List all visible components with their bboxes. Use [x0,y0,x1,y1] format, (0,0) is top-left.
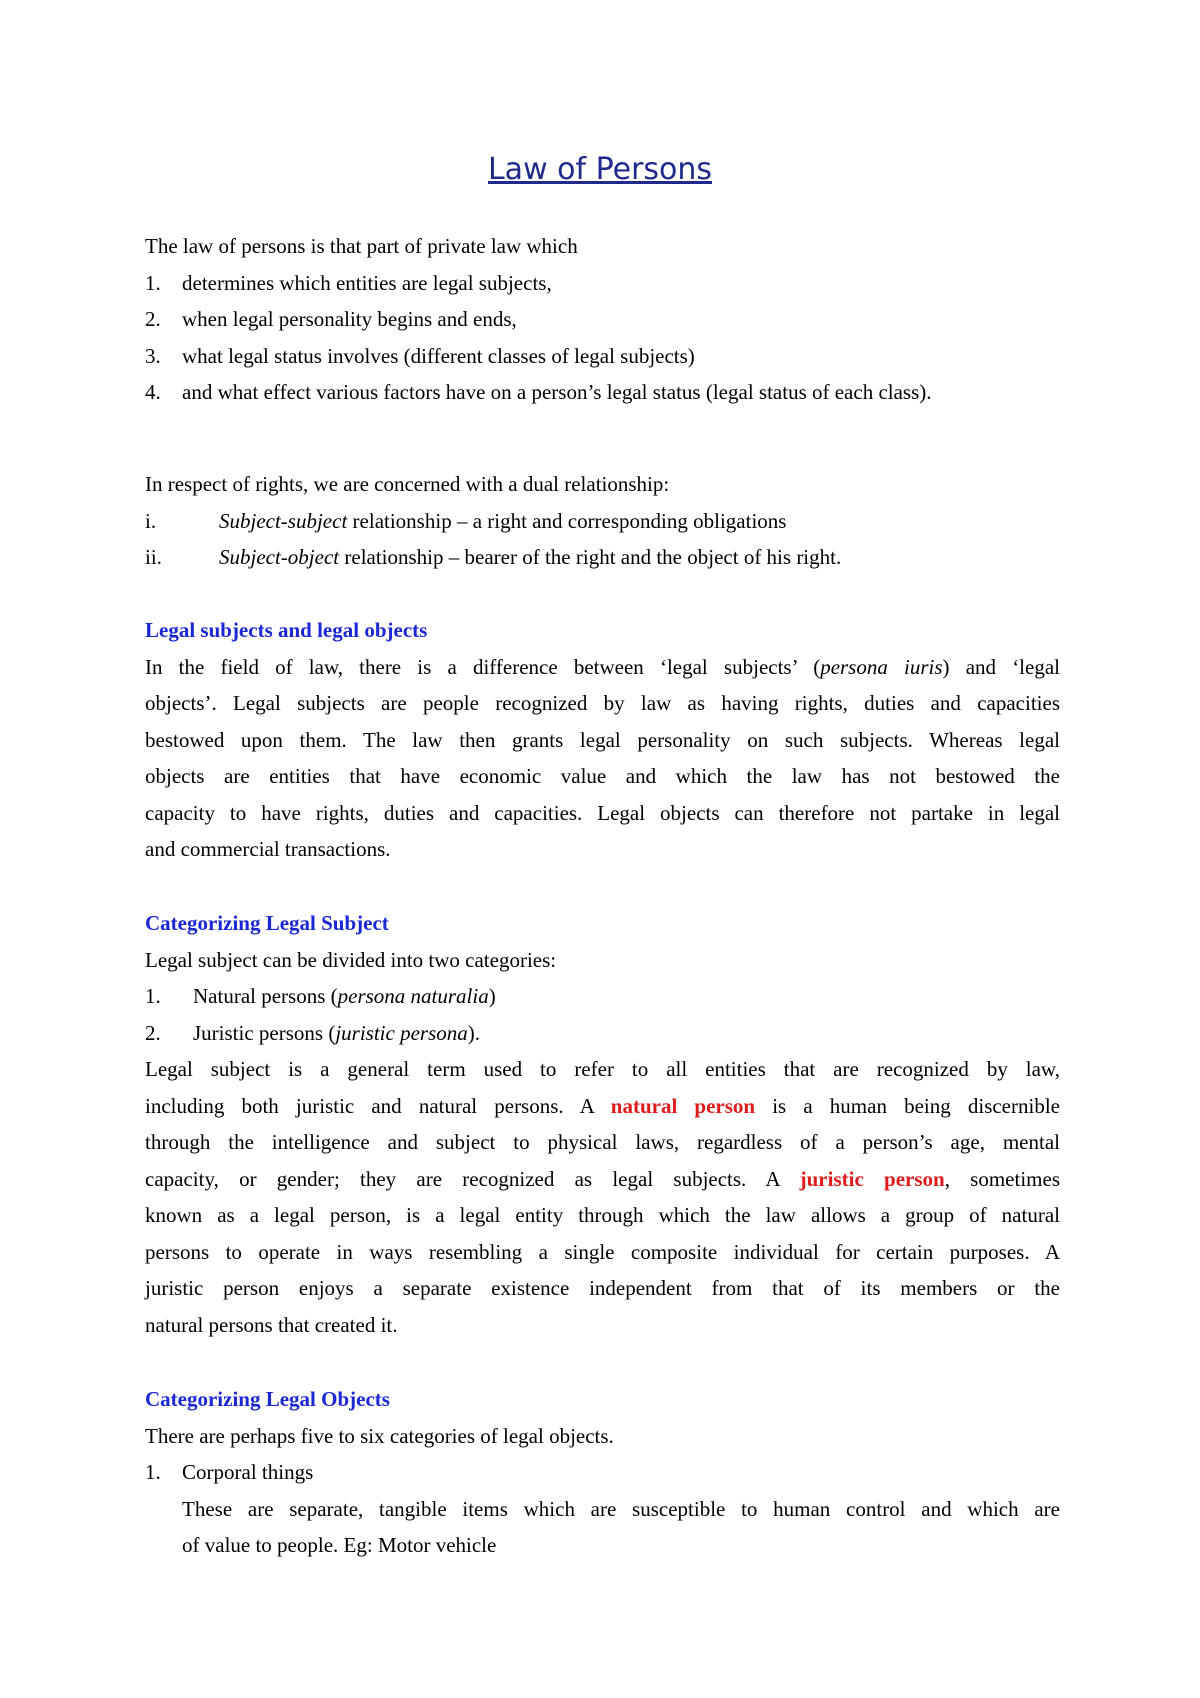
list-number: 1. [145,270,161,295]
paragraph-line: natural persons that created it. [145,1312,398,1337]
paragraph-line: persons to operate in ways resembling a single composite individual for certain purposes. A [145,1239,1060,1264]
rights-section [145,466,1060,576]
paragraph-line: capacity to have rights, duties and capacities. Legal objects can therefore not partake in legal [145,800,1060,825]
text-run: , sometimes [944,1166,1060,1191]
list-text: and what effect various factors have on a person’s legal status (legal status of each class). [182,380,932,404]
list-text-rest: relationship – a right and corresponding obligations [347,508,787,533]
paragraph-line: known as a legal person, is a legal entity through which the law allows a group of natural [145,1203,1060,1227]
list-text: when legal personality begins and ends, [182,307,517,331]
text-run: capacity, or gender; they are recognized as legal subjects. A [145,1166,800,1191]
section-heading: Categorizing Legal Subject [145,911,389,935]
text-run: Juristic persons ( [193,1020,336,1045]
list-number: 1. [145,984,161,1008]
list-item [145,1015,1060,1052]
text-run: ). [467,1020,480,1045]
text-run: including both juristic and natural persons. A [145,1093,611,1118]
text-run: ) and ‘legal [942,654,1060,679]
list-text: what legal status involves (different classes of legal subjects) [182,343,695,368]
paragraph-line: and commercial transactions. [145,837,391,861]
list-item [145,1454,1060,1491]
list-number: 4. [145,380,161,404]
paragraph-line: through the intelligence and subject to physical laws, regardless of a person’s age, mental [145,1130,1060,1154]
list-number: 2. [145,307,161,331]
paragraph-line: juristic person enjoys a separate existence independent from that of its members or the [145,1276,1060,1300]
section-heading: Categorizing Legal Objects [145,1387,390,1411]
list-item [145,374,1060,411]
list-text-rest: relationship – bearer of the right and the object of his right. [339,545,842,569]
italic-term: juristic persona [335,1020,468,1045]
page-title: Law of Persons [487,152,713,187]
list-text [219,539,841,576]
highlight-term: juristic person [799,1166,945,1191]
list-number: 2. [145,1020,161,1045]
text-run: is a human being discernible [755,1093,1060,1118]
paragraph-line [145,1161,1060,1198]
section-legal-subjects-objects [145,612,1060,868]
list-item [145,265,1060,302]
list-number: i. [145,508,157,533]
paragraph-line: objects are entities that have economic value and which the law has not bestowed the [145,764,1060,788]
intro-section [145,228,1060,411]
list-text [193,1015,480,1052]
paragraph-line: bestowed upon them. The law then grants legal personality on such subjects. Whereas legal [145,727,1060,752]
list-item [145,338,1060,375]
list-item [145,978,1060,1015]
highlight-term: natural person [610,1093,756,1118]
paragraph-line: objects’. Legal subjects are people recognized by law as having rights, duties and capacities [145,691,1060,715]
intro-lead: The law of persons is that part of private law which [145,234,578,258]
italic-term: persona naturalia [337,984,489,1008]
section-categorizing-legal-subject [145,905,1060,1343]
italic-term: persona iuris [820,654,943,679]
list-number: 1. [145,1460,161,1484]
section-lead: Legal subject can be divided into two categories: [145,947,557,972]
item-description-line: These are separate, tangible items which are susceptible to human control and which are [182,1496,1060,1521]
rights-lead: In respect of rights, we are concerned with a dual relationship: [145,472,670,496]
text-run: In the field of law, there is a difference between ‘legal subjects’ ( [145,654,821,679]
section-heading: Legal subjects and legal objects [145,618,428,642]
item-description-line: of value to people. Eg: Motor vehicle [182,1533,497,1557]
list-item [145,503,1060,540]
paragraph-line [145,649,1060,686]
list-text [219,503,786,540]
list-text: determines which entities are legal subjects, [182,270,552,295]
text-run: Natural persons ( [193,984,338,1008]
list-number: 3. [145,343,161,368]
list-item [145,539,1060,576]
section-categorizing-legal-objects [145,1381,1060,1564]
italic-term: Subject-object [219,545,340,569]
list-text [193,978,496,1015]
list-item [145,301,1060,338]
italic-term: Subject-subject [219,508,348,533]
list-number: ii. [145,545,162,569]
paragraph-line: Legal subject is a general term used to refer to all entities that are recognized by law, [145,1057,1060,1081]
section-lead: There are perhaps five to six categories of legal objects. [145,1423,614,1448]
paragraph-line [145,1088,1060,1125]
list-text: Corporal things [182,1460,314,1484]
text-run: ) [488,984,496,1008]
